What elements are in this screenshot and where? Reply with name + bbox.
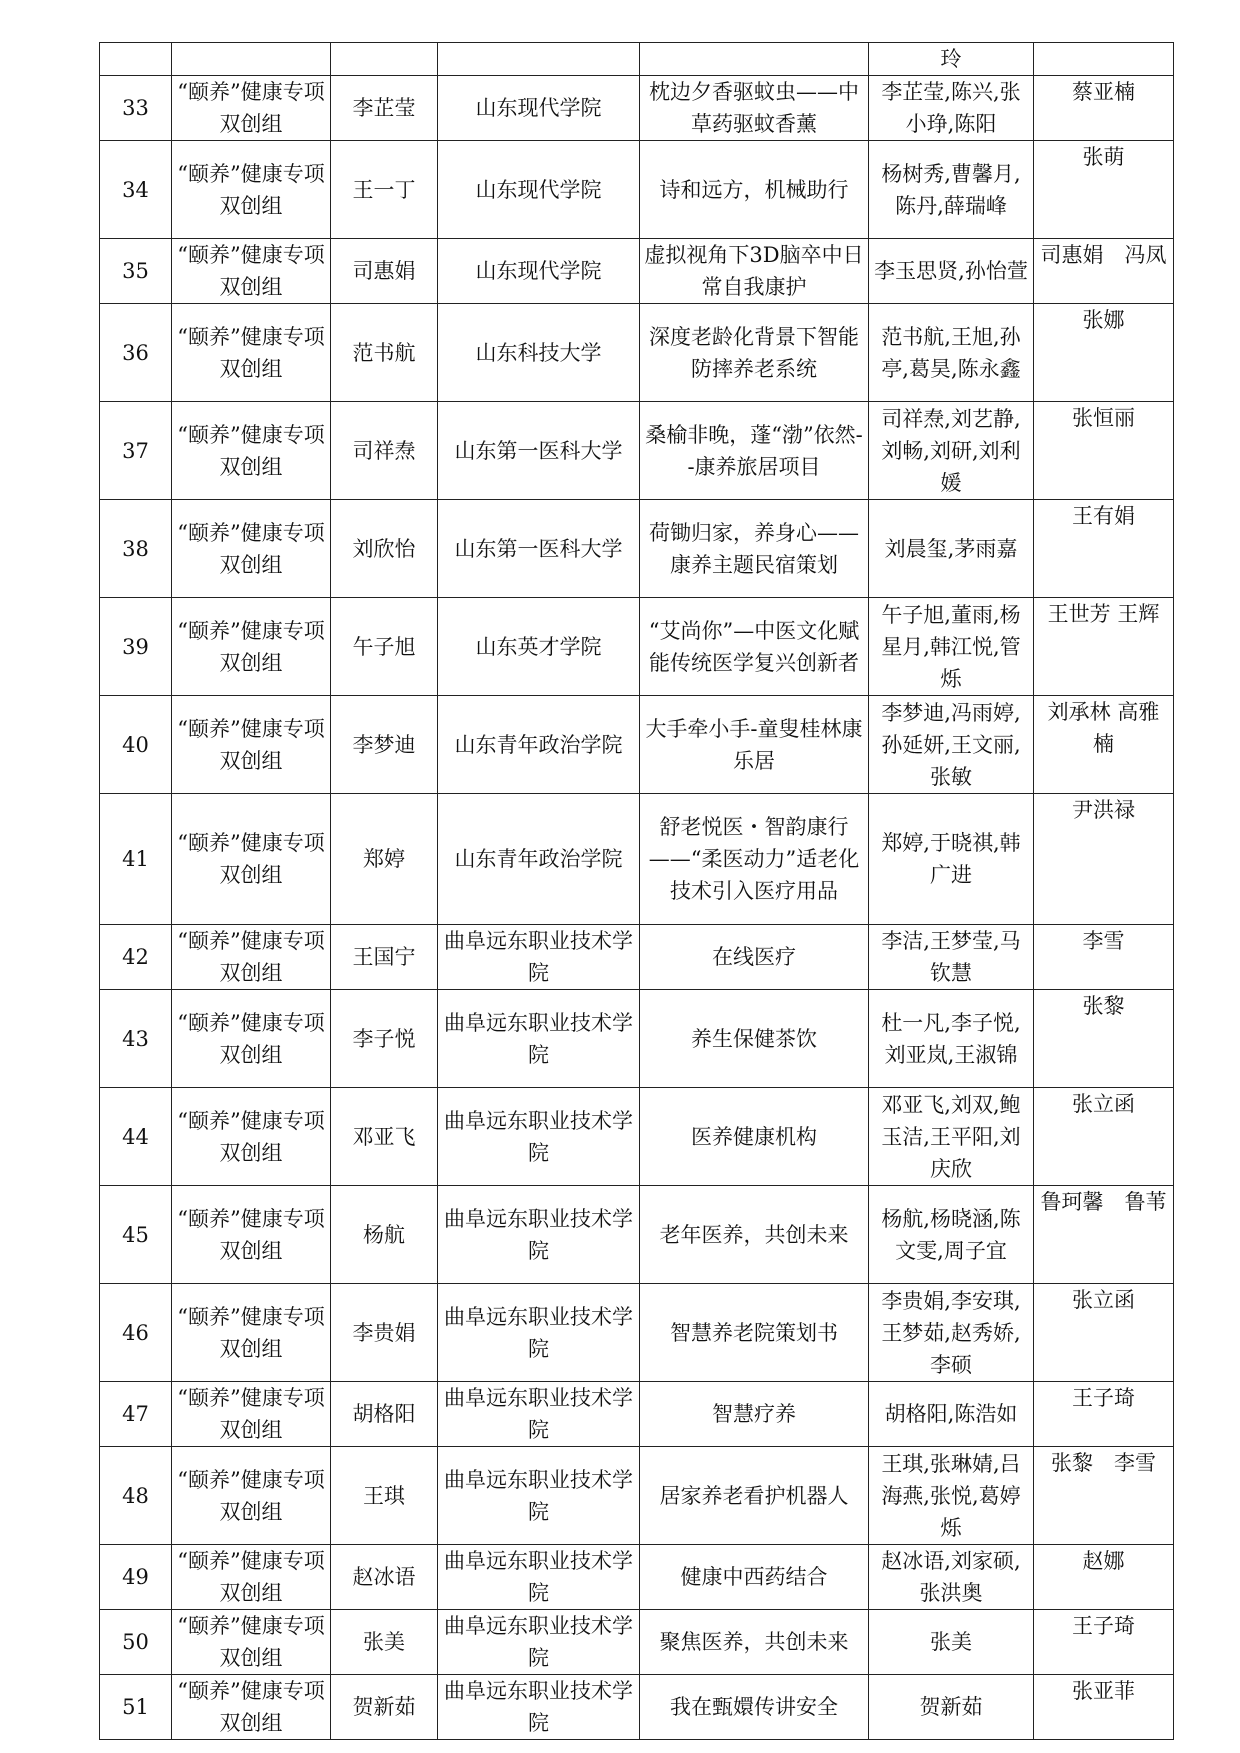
table-row: [100, 925, 1174, 990]
cell-members: 李贵娟,李安琪,王梦茹,赵秀娇,李硕: [869, 1284, 1034, 1382]
table-row: [100, 598, 1174, 696]
cell-school: 山东英才学院: [438, 598, 640, 696]
cell-number: 34: [100, 141, 172, 239]
cell-leader: 赵冰语: [331, 1545, 438, 1610]
cell-number: 38: [100, 500, 172, 598]
cell-project: 虚拟视角下3D脑卒中日常自我康护: [640, 239, 869, 304]
cell-project: 智慧养老院策划书: [640, 1284, 869, 1382]
table-row: [100, 402, 1174, 500]
table-row: [100, 1545, 1174, 1610]
cell-leader: 王琪: [331, 1447, 438, 1545]
cell-members: 王琪,张琳婧,吕海燕,张悦,葛婷烁: [869, 1447, 1034, 1545]
cell-advisor: 张黎 李雪: [1034, 1447, 1174, 1545]
cell-advisor: 张娜: [1034, 304, 1174, 402]
cell-number: 44: [100, 1088, 172, 1186]
cell-group: “颐养”健康专项双创组: [172, 1447, 331, 1545]
cell-school: 曲阜远东职业技术学院: [438, 1088, 640, 1186]
cell-leader: 邓亚飞: [331, 1088, 438, 1186]
cell-advisor: 张黎: [1034, 990, 1174, 1088]
table-row: [100, 1088, 1174, 1186]
cell-advisor: 张立函: [1034, 1088, 1174, 1186]
cell-school: 曲阜远东职业技术学院: [438, 1447, 640, 1545]
table-row: [100, 239, 1174, 304]
cell-members: 郑婷,于晓祺,韩广进: [869, 794, 1034, 925]
cell-members: 李洁,王梦莹,马钦慧: [869, 925, 1034, 990]
cell-project: 桑榆非晚，蓬“渤”依然--康养旅居项目: [640, 402, 869, 500]
cell-advisor: 蔡亚楠: [1034, 76, 1174, 141]
cell-members: 午子旭,董雨,杨星月,韩江悦,管烁: [869, 598, 1034, 696]
cell-project: 聚焦医养，共创未来: [640, 1610, 869, 1675]
cell-group: “颐养”健康专项双创组: [172, 925, 331, 990]
cell-number: 43: [100, 990, 172, 1088]
cell-advisor: 张亚菲: [1034, 1675, 1174, 1740]
cell-group: “颐养”健康专项双创组: [172, 500, 331, 598]
cell-project: 居家养老看护机器人: [640, 1447, 869, 1545]
cell-members: 贺新茹: [869, 1675, 1034, 1740]
cell-leader: 杨航: [331, 1186, 438, 1284]
cell-number: 50: [100, 1610, 172, 1675]
cell-school: 曲阜远东职业技术学院: [438, 1284, 640, 1382]
cell-group: “颐养”健康专项双创组: [172, 1284, 331, 1382]
cell-group: “颐养”健康专项双创组: [172, 696, 331, 794]
cell-leader: 胡格阳: [331, 1382, 438, 1447]
cell-school: 山东现代学院: [438, 141, 640, 239]
cell-number: 37: [100, 402, 172, 500]
cell-project: 我在甄嬛传讲安全: [640, 1675, 869, 1740]
table-row: [100, 696, 1174, 794]
cell-advisor: 尹洪禄: [1034, 794, 1174, 925]
table-row: [100, 1675, 1174, 1740]
cell-group: “颐养”健康专项双创组: [172, 794, 331, 925]
cell-group: “颐养”健康专项双创组: [172, 990, 331, 1088]
cell-number: 36: [100, 304, 172, 402]
cell-members: 赵冰语,刘家硕,张洪奥: [869, 1545, 1034, 1610]
cell-school: 曲阜远东职业技术学院: [438, 1382, 640, 1447]
cell-school: 曲阜远东职业技术学院: [438, 1545, 640, 1610]
cell-number: 49: [100, 1545, 172, 1610]
cell-project: 深度老龄化背景下智能防摔养老系统: [640, 304, 869, 402]
cell-leader: 司祥焘: [331, 402, 438, 500]
cell-project: 在线医疗: [640, 925, 869, 990]
cell-school: 山东青年政治学院: [438, 794, 640, 925]
cell-number: 51: [100, 1675, 172, 1740]
cell-school: 山东青年政治学院: [438, 696, 640, 794]
cell-members: 玲: [869, 43, 1034, 76]
cell-leader: 刘欣怡: [331, 500, 438, 598]
cell-group: “颐养”健康专项双创组: [172, 76, 331, 141]
cell-project: 枕边夕香驱蚊虫——中草药驱蚊香薰: [640, 76, 869, 141]
cell-school: 曲阜远东职业技术学院: [438, 990, 640, 1088]
award-table-body: [100, 43, 1174, 1740]
cell-advisor: 刘承林 高雅楠: [1034, 696, 1174, 794]
cell-advisor: 张立函: [1034, 1284, 1174, 1382]
cell-school: [438, 43, 640, 76]
cell-members: 李梦迪,冯雨婷,孙延妍,王文丽,张敏: [869, 696, 1034, 794]
cell-number: 46: [100, 1284, 172, 1382]
cell-group: [172, 43, 331, 76]
cell-number: 47: [100, 1382, 172, 1447]
cell-advisor: 王有娟: [1034, 500, 1174, 598]
table-row: [100, 1186, 1174, 1284]
cell-leader: 李芷莹: [331, 76, 438, 141]
cell-advisor: 王子琦: [1034, 1382, 1174, 1447]
cell-group: “颐养”健康专项双创组: [172, 1088, 331, 1186]
table-row: [100, 500, 1174, 598]
cell-school: 曲阜远东职业技术学院: [438, 925, 640, 990]
table-row: [100, 1447, 1174, 1545]
cell-group: “颐养”健康专项双创组: [172, 304, 331, 402]
cell-leader: 司惠娟: [331, 239, 438, 304]
cell-project: 诗和远方，机械助行: [640, 141, 869, 239]
cell-advisor: 李雪: [1034, 925, 1174, 990]
cell-number: 41: [100, 794, 172, 925]
cell-advisor: 张恒丽: [1034, 402, 1174, 500]
cell-number: 35: [100, 239, 172, 304]
cell-group: “颐养”健康专项双创组: [172, 402, 331, 500]
cell-project: “艾尚你”—中医文化赋能传统医学复兴创新者: [640, 598, 869, 696]
cell-leader: 李梦迪: [331, 696, 438, 794]
cell-project: 养生保健茶饮: [640, 990, 869, 1088]
cell-project: 老年医养，共创未来: [640, 1186, 869, 1284]
award-table: [99, 42, 1174, 1740]
cell-group: “颐养”健康专项双创组: [172, 1186, 331, 1284]
cell-advisor: 王子琦: [1034, 1610, 1174, 1675]
cell-leader: 范书航: [331, 304, 438, 402]
cell-number: 39: [100, 598, 172, 696]
cell-number: 40: [100, 696, 172, 794]
cell-school: 曲阜远东职业技术学院: [438, 1186, 640, 1284]
cell-project: [640, 43, 869, 76]
cell-number: 45: [100, 1186, 172, 1284]
cell-members: 李玉思贤,孙怡萱: [869, 239, 1034, 304]
cell-group: “颐养”健康专项双创组: [172, 239, 331, 304]
cell-members: 范书航,王旭,孙亭,葛昊,陈永鑫: [869, 304, 1034, 402]
cell-school: 曲阜远东职业技术学院: [438, 1675, 640, 1740]
cell-members: 张美: [869, 1610, 1034, 1675]
table-row: [100, 141, 1174, 239]
cell-number: 42: [100, 925, 172, 990]
cell-members: 胡格阳,陈浩如: [869, 1382, 1034, 1447]
cell-project: 荷锄归家，养身心——康养主题民宿策划: [640, 500, 869, 598]
cell-school: 山东科技大学: [438, 304, 640, 402]
cell-leader: 郑婷: [331, 794, 438, 925]
cell-members: 杨树秀,曹馨月,陈丹,薛瑞峰: [869, 141, 1034, 239]
cell-project: 健康中西药结合: [640, 1545, 869, 1610]
cell-school: 山东第一医科大学: [438, 500, 640, 598]
cell-number: 48: [100, 1447, 172, 1545]
cell-advisor: 王世芳 王辉: [1034, 598, 1174, 696]
cell-project: 智慧疗养: [640, 1382, 869, 1447]
cell-leader: 王一丁: [331, 141, 438, 239]
cell-school: 山东第一医科大学: [438, 402, 640, 500]
table-row: [100, 76, 1174, 141]
table-row: [100, 1382, 1174, 1447]
cell-advisor: 赵娜: [1034, 1545, 1174, 1610]
cell-leader: 午子旭: [331, 598, 438, 696]
cell-number: 33: [100, 76, 172, 141]
cell-members: 刘晨玺,茅雨嘉: [869, 500, 1034, 598]
cell-group: “颐养”健康专项双创组: [172, 1675, 331, 1740]
cell-school: 曲阜远东职业技术学院: [438, 1610, 640, 1675]
cell-leader: 李贵娟: [331, 1284, 438, 1382]
cell-group: “颐养”健康专项双创组: [172, 598, 331, 696]
cell-project: 医养健康机构: [640, 1088, 869, 1186]
table-row: [100, 1610, 1174, 1675]
cell-group: “颐养”健康专项双创组: [172, 1545, 331, 1610]
cell-advisor: 司惠娟 冯凤: [1034, 239, 1174, 304]
cell-advisor: [1034, 43, 1174, 76]
table-row: [100, 43, 1174, 76]
cell-project: 舒老悦医・智韵康行——“柔医动力”适老化技术引入医疗用品: [640, 794, 869, 925]
cell-advisor: 鲁珂馨 鲁苇: [1034, 1186, 1174, 1284]
table-row: [100, 990, 1174, 1088]
cell-number: [100, 43, 172, 76]
table-row: [100, 1284, 1174, 1382]
cell-members: 李芷莹,陈兴,张小琤,陈阳: [869, 76, 1034, 141]
cell-group: “颐养”健康专项双创组: [172, 1382, 331, 1447]
cell-members: 司祥焘,刘艺静,刘畅,刘研,刘利媛: [869, 402, 1034, 500]
cell-group: “颐养”健康专项双创组: [172, 1610, 331, 1675]
cell-leader: [331, 43, 438, 76]
cell-leader: 贺新茹: [331, 1675, 438, 1740]
cell-members: 杨航,杨晓涵,陈文雯,周子宜: [869, 1186, 1034, 1284]
cell-members: 邓亚飞,刘双,鲍玉洁,王平阳,刘庆欣: [869, 1088, 1034, 1186]
table-row: [100, 304, 1174, 402]
cell-leader: 李子悦: [331, 990, 438, 1088]
cell-advisor: 张萌: [1034, 141, 1174, 239]
cell-leader: 王国宁: [331, 925, 438, 990]
cell-members: 杜一凡,李子悦,刘亚岚,王淑锦: [869, 990, 1034, 1088]
cell-project: 大手牵小手-童叟桂林康乐居: [640, 696, 869, 794]
cell-leader: 张美: [331, 1610, 438, 1675]
cell-school: 山东现代学院: [438, 76, 640, 141]
cell-school: 山东现代学院: [438, 239, 640, 304]
table-row: [100, 794, 1174, 925]
cell-group: “颐养”健康专项双创组: [172, 141, 331, 239]
